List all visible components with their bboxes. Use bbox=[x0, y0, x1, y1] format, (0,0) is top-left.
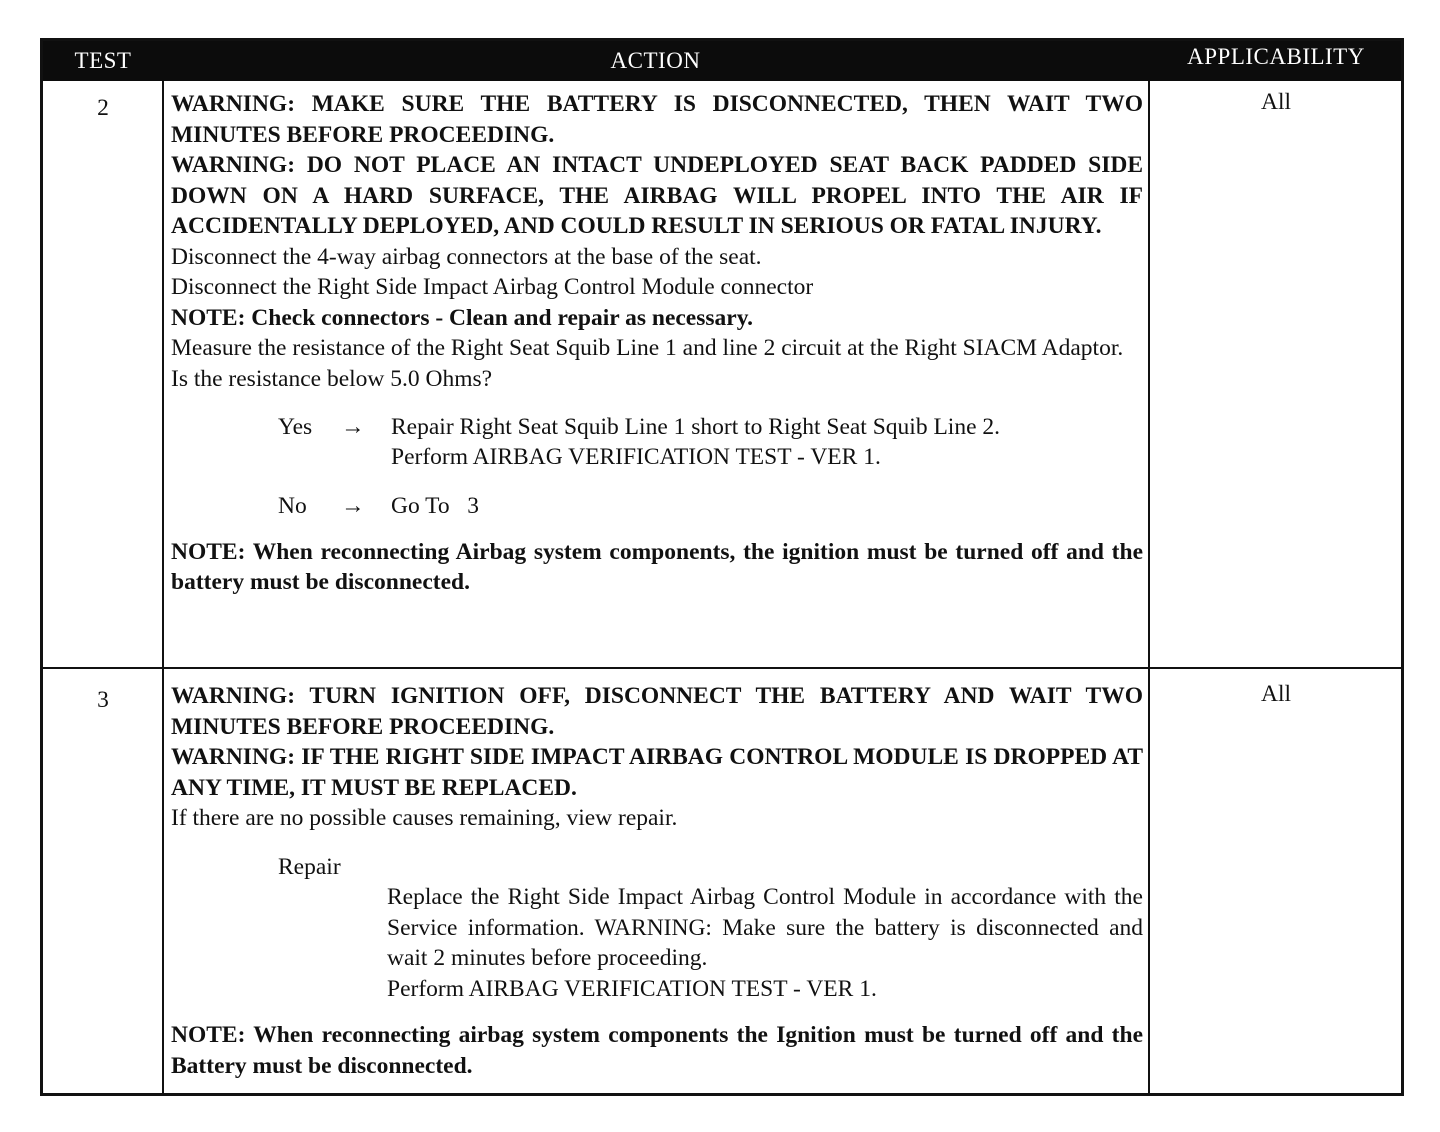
repair-label: Repair bbox=[278, 853, 341, 880]
applicability-2: All bbox=[1260, 89, 1292, 115]
test-number-2: 2 bbox=[97, 95, 109, 121]
diagnostic-table bbox=[40, 38, 1404, 1096]
yes-label: Yes bbox=[278, 414, 313, 440]
no-label: No bbox=[278, 492, 307, 519]
question-resistance: Is the resistance below 5.0 Ohms? bbox=[171, 365, 493, 392]
no-action: Go To 3 bbox=[391, 492, 480, 519]
repair-verify: Perform AIRBAG VERIFICATION TEST - VER 1. bbox=[387, 975, 877, 1002]
row-divider bbox=[43, 667, 1401, 669]
column-divider-test bbox=[162, 81, 164, 1093]
step-view-repair: If there are no possible causes remaining, view repair. bbox=[171, 805, 678, 831]
header-applicability: APPLICABILITY bbox=[1187, 44, 1365, 69]
action-cell-3 bbox=[171, 681, 1143, 1081]
note-check-connectors: NOTE: Check connectors - Clean and repair as necessary. bbox=[171, 304, 754, 331]
arrow-right-icon: → bbox=[341, 414, 365, 440]
step-disconnect-module: Disconnect the Right Side Impact Airbag Control Module connector bbox=[171, 274, 814, 300]
table-header bbox=[43, 41, 1401, 81]
repair-instructions: Replace the Right Side Impact Airbag Control Module in accordance with the Service information. WARNING: Make sure the battery is disconnected and wait 2 minutes before proceeding. bbox=[387, 884, 1143, 971]
arrow-right-icon: → bbox=[341, 492, 365, 519]
warning-module-dropped: WARNING: IF THE RIGHT SIDE IMPACT AIRBAG CONTROL MODULE IS DROPPED AT ANY TIME, IT MUST BE REPLACED. bbox=[171, 744, 1143, 801]
note-reconnecting-airbag: NOTE: When reconnecting airbag system components the Ignition must be turned off and the Battery must be disconnected. bbox=[171, 1022, 1143, 1079]
warning-ignition-off: WARNING: TURN IGNITION OFF, DISCONNECT THE BATTERY AND WAIT TWO MINUTES BEFORE PROCEEDING. bbox=[171, 683, 1143, 740]
warning-battery-disconnect: WARNING: MAKE SURE THE BATTERY IS DISCONNECTED, THEN WAIT TWO MINUTES BEFORE PROCEEDING. bbox=[171, 91, 1143, 148]
action-cell-2 bbox=[171, 89, 1143, 598]
step-measure-resistance: Measure the resistance of the Right Seat Squib Line 1 and line 2 circuit at the Right SIACM Adaptor. bbox=[171, 335, 1124, 361]
header-test: TEST bbox=[74, 48, 132, 73]
note-reconnecting: NOTE: When reconnecting Airbag system components, the ignition must be turned off and the battery must be disconnected. bbox=[171, 538, 1143, 595]
test-number-3: 3 bbox=[97, 687, 109, 713]
step-disconnect-connectors: Disconnect the 4-way airbag connectors at the base of the seat. bbox=[171, 243, 762, 270]
warning-seat-back: WARNING: DO NOT PLACE AN INTACT UNDEPLOYED SEAT BACK PADDED SIDE DOWN ON A HARD SURFACE, THE AIRBAG WILL PROPEL INTO THE AIR IF ACCIDENTALLY DEPLOYED, AND COULD RESULT IN SERIOUS OR FATAL INJURY. bbox=[171, 152, 1143, 239]
column-divider-applicability bbox=[1148, 81, 1150, 1093]
yes-action: Repair Right Seat Squib Line 1 short to Right Seat Squib Line 2. bbox=[391, 414, 1001, 440]
branch-no bbox=[171, 491, 1143, 521]
header-action: ACTION bbox=[610, 48, 701, 73]
yes-verify: Perform AIRBAG VERIFICATION TEST - VER 1. bbox=[391, 444, 881, 470]
branch-yes bbox=[171, 412, 1143, 442]
applicability-3: All bbox=[1260, 681, 1292, 707]
